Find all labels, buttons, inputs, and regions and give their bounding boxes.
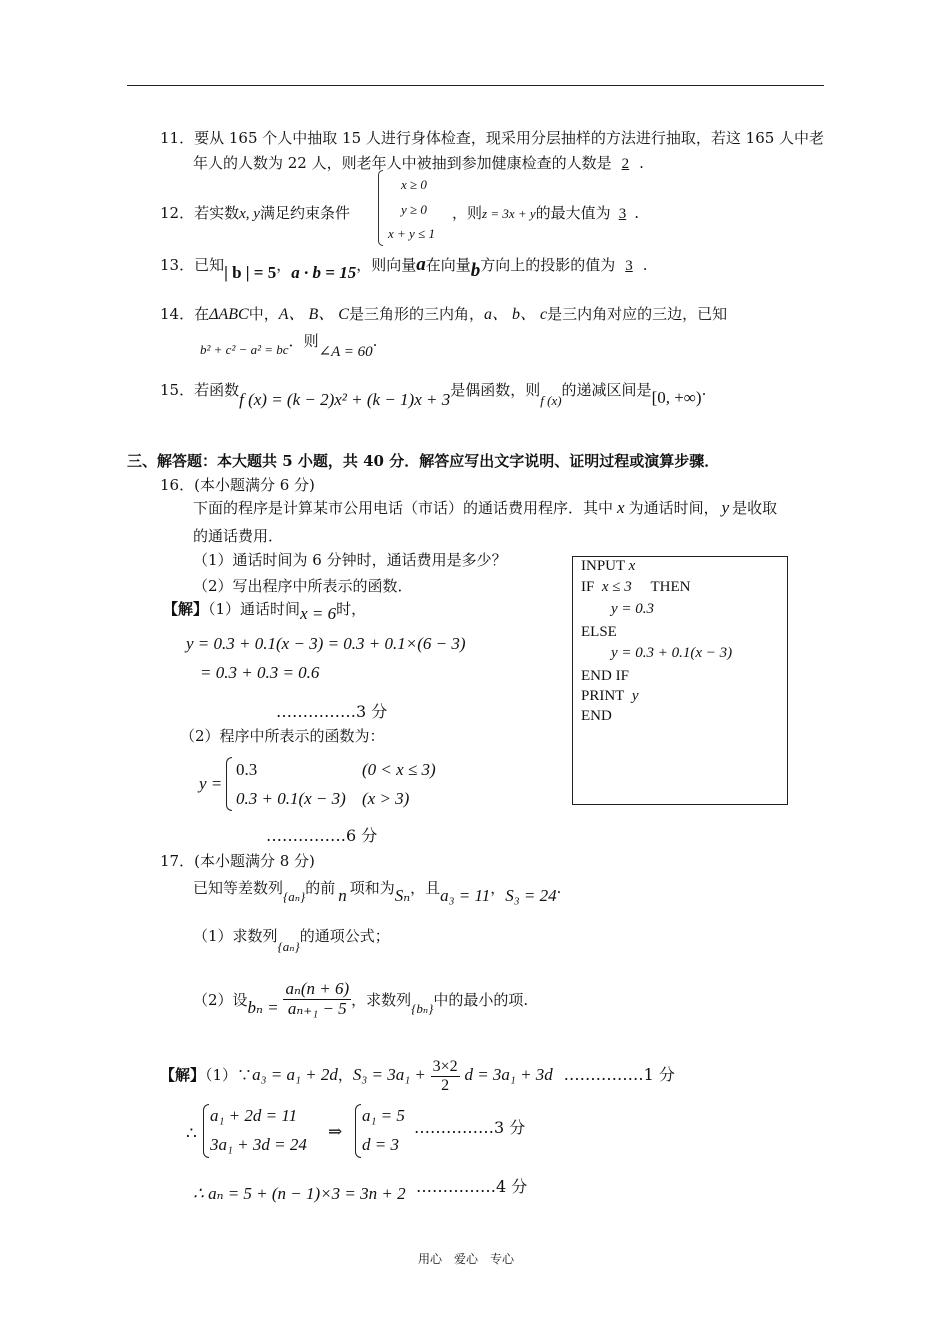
q16-calc-1: y = 0.3 + 0.1(x − 3) = 0.3 + 0.1×(6 − 3) xyxy=(186,634,466,653)
q17-sol1-fraction xyxy=(431,1058,460,1094)
q13-dot-product: a · b = 15 xyxy=(291,263,357,282)
q16-piecewise-y: y = xyxy=(199,774,223,793)
q12-number: 12． xyxy=(160,204,195,222)
q15-answer: [0, +∞) xyxy=(651,388,702,407)
q17-bn-fraction xyxy=(283,980,351,1018)
q17-p1-a: （1）求数列 xyxy=(193,927,278,945)
q12-answer: 3 xyxy=(618,206,627,222)
q16-score-2: ……………6 分 xyxy=(266,826,378,845)
q17-solution-label: 【解】 xyxy=(160,1066,206,1085)
q13-vector-a: a xyxy=(416,254,426,275)
q16-sol1-b: 时， xyxy=(336,600,367,618)
q16-solution-label: 【解】 xyxy=(163,600,209,618)
q12-constraint-2: y ≥ 0 xyxy=(401,202,427,217)
q14-text-d: 是三内角对应的三边，已知 xyxy=(547,305,728,323)
q17-sol1-frac-den: 2 xyxy=(441,1076,450,1094)
q17-a3: a₃ = 11 xyxy=(440,886,491,905)
code-then-kw: THEN xyxy=(650,579,691,595)
q17-final-formula: ∴ aₙ = 5 + (n − 1)×3 = 3n + 2 xyxy=(193,1184,406,1203)
q14-text-a: 在 xyxy=(194,305,210,323)
code-if-kw: IF xyxy=(581,579,595,595)
q17-part2 xyxy=(193,979,529,1020)
code-if-cond: x ≤ 3 xyxy=(601,579,632,595)
q14-line2 xyxy=(200,330,378,360)
q12-mid: 满足约束条件 xyxy=(259,204,350,222)
q11-end: . xyxy=(639,154,644,172)
code-else: ELSE xyxy=(581,624,617,640)
q17-p1-seq: {aₙ} xyxy=(277,939,300,954)
q17-n: n xyxy=(338,886,347,905)
q14-angle-answer: ∠A = 60 xyxy=(318,344,373,360)
q17-score-1: ……………1 分 xyxy=(563,1065,675,1085)
q11-answer: 2 xyxy=(621,156,630,172)
q12-constraint-3: x + y ≤ 1 xyxy=(388,226,435,241)
q17-sol1-frac-num: 3×2 xyxy=(432,1058,458,1075)
code-print xyxy=(581,688,639,705)
q14-angles: A、 B、 C xyxy=(278,306,349,323)
q16-desc1-b: 为通话时间， xyxy=(628,499,719,517)
q17-text-a: 已知等差数列 xyxy=(193,879,284,897)
q13-b-magnitude: | b | = 5 xyxy=(224,263,277,282)
q12-pre: 若实数 xyxy=(194,204,240,222)
section-3-title: 三、解答题：本大题共 5 小题，共 40 分．解答应写出文字说明、证明过程或演算步骤． xyxy=(127,452,720,470)
q17-system-eq2: 3a₁ + 3d = 24 xyxy=(210,1135,307,1154)
q14-then: ．则 xyxy=(288,332,319,350)
code-end: END xyxy=(581,708,612,724)
q15-pre: 若函数 xyxy=(194,381,240,399)
q17-heading: 17．(本小题满分 8 分) xyxy=(160,852,315,870)
q15-line xyxy=(160,379,707,409)
q17-sol1-S3: S₃ = 3a₁ + xyxy=(352,1065,426,1085)
q12-brace xyxy=(378,170,383,246)
q13-mid: ，则向量 xyxy=(356,256,417,274)
q17-p1-b: 的通项公式； xyxy=(299,927,390,945)
q17-score-3: ……………3 分 xyxy=(414,1118,526,1137)
q17-result-brace xyxy=(355,1104,361,1158)
q14-line1 xyxy=(160,301,727,324)
q13-line xyxy=(160,254,648,282)
q11-number: 11． xyxy=(160,129,195,147)
q12-constraint-1: x ≥ 0 xyxy=(401,177,427,192)
header-rule xyxy=(127,85,824,86)
q15-function: f (x) = (k − 2)x² + (k − 1)x + 3 xyxy=(239,390,451,409)
q16-sol1-a: （1）通话时间 xyxy=(208,600,301,618)
q17-bn-denominator: aₙ₊₁ − 5 xyxy=(287,998,347,1018)
q14-end: . xyxy=(372,332,378,350)
code-print-kw: PRINT xyxy=(581,688,625,704)
q17-implies: ⇒ xyxy=(328,1122,343,1142)
q15-post: 的递减区间是 xyxy=(561,381,652,399)
q17-sol1-a3: a₃ = a₁ + 2d xyxy=(252,1065,338,1085)
q17-sol1-rest: d = 3a₁ + 3d xyxy=(464,1065,553,1085)
q14-triangle: ΔABC xyxy=(209,306,249,323)
q11-line2 xyxy=(193,152,644,173)
q16-heading: 16．(本小题满分 6 分) xyxy=(160,476,315,494)
q12-post: 的最大值为 xyxy=(535,204,611,222)
q12-end: . xyxy=(634,204,639,222)
q17-sol1-because: （1）∵ xyxy=(205,1066,253,1085)
q15-fx: f (x) xyxy=(540,393,562,408)
q17-therefore-1: ∴ xyxy=(186,1124,197,1144)
q16-piece-1-cond: (0 < x ≤ 3) xyxy=(362,760,436,779)
q17-solution-1 xyxy=(160,1058,675,1094)
q16-piecewise-brace xyxy=(226,757,232,811)
q16-desc1-c: 是收取 xyxy=(732,499,778,517)
q13-mid2: 在向量 xyxy=(425,256,471,274)
q16-calc-2: = 0.3 + 0.3 = 0.6 xyxy=(200,663,320,682)
q17-Sn: Sₙ xyxy=(394,886,411,905)
q17-text-e: ， xyxy=(490,879,506,897)
q16-sol1-x: x = 6 xyxy=(300,604,337,623)
q14-sides: a、 b、 c xyxy=(483,306,548,323)
q11-text1: 要从 165 个人中抽取 15 人进行身体检查，现采用分层抽样的方法进行抽取，若这 165 人中老 xyxy=(194,129,825,147)
q17-text-c: 项和为 xyxy=(349,879,395,897)
code-input xyxy=(581,558,635,575)
q17-sol1-comma: ， xyxy=(337,1066,353,1085)
q16-solution-1 xyxy=(163,598,367,623)
q16-part1: （1）通话时间为 6 分钟时，通话费用是多少？ xyxy=(193,551,507,569)
q16-desc1 xyxy=(193,497,777,518)
q16-var-x: x xyxy=(617,498,625,517)
code-print-var: y xyxy=(631,688,639,704)
q16-piece-2-cond: (x > 3) xyxy=(362,789,410,808)
q13-pre: 已知 xyxy=(194,256,225,274)
q17-seq-a: {aₙ} xyxy=(283,889,306,904)
q17-system-brace xyxy=(203,1104,209,1158)
q14-number: 14． xyxy=(160,305,195,323)
code-input-kw: INPUT xyxy=(581,558,625,574)
q16-piece-2: 0.3 + 0.1(x − 3) xyxy=(236,789,346,808)
q14-text-b: 中， xyxy=(248,305,279,323)
q11-text2: 年人的人数为 22 人，则老年人中被抽到参加健康检查的人数是 xyxy=(193,154,612,172)
q12-vars: x, y xyxy=(239,206,260,222)
q16-score-1: ……………3 分 xyxy=(276,702,388,721)
q17-p2-seq: {bₙ} xyxy=(411,1001,434,1017)
q13-answer: 3 xyxy=(625,258,633,274)
q14-equation: b² + c² − a² = bc xyxy=(200,342,289,357)
q17-p2-b: ，求数列 xyxy=(351,991,412,1010)
q16-part2: （2）写出程序中所表示的函数． xyxy=(193,577,413,595)
q11-line1 xyxy=(160,127,824,148)
q17-S3: S₃ = 24 xyxy=(505,886,557,905)
code-assign-1: y = 0.3 xyxy=(611,601,655,617)
q12-tail xyxy=(452,202,639,223)
code-if xyxy=(581,579,690,596)
q16-desc2: 的通话费用． xyxy=(193,527,284,545)
q17-p2-a: （2）设 xyxy=(193,991,248,1010)
q13-vector-b: b xyxy=(470,260,481,281)
code-assign-2: y = 0.3 + 0.1(x − 3) xyxy=(611,645,733,661)
q17-score-4: ……………4 分 xyxy=(416,1177,528,1196)
q17-text-f: . xyxy=(556,879,562,897)
q12-comma: ，则 xyxy=(452,204,483,222)
q17-text-d: ，且 xyxy=(410,879,441,897)
q12-objective: z = 3x + y xyxy=(482,206,536,221)
q12-line xyxy=(160,202,350,223)
q15-mid: 是偶函数，则 xyxy=(450,381,541,399)
q15-end: . xyxy=(701,381,707,399)
q13-end: . xyxy=(642,256,648,274)
page-footer: 用心 爱心 专心 xyxy=(418,1252,515,1266)
code-input-var: x xyxy=(628,558,636,574)
code-endif: END IF xyxy=(581,668,629,684)
q15-number: 15． xyxy=(160,381,195,399)
q13-sep: ， xyxy=(276,256,292,274)
q16-var-y: y xyxy=(721,498,730,517)
q17-result-d: d = 3 xyxy=(362,1135,399,1154)
q13-number: 13． xyxy=(160,256,195,274)
q17-p2-c: 中的最小的项. xyxy=(433,991,529,1010)
q16-desc1-a: 下面的程序是计算某市公用电话（市话）的通话费用程序．其中 xyxy=(193,499,614,517)
q16-solution-2: （2）程序中所表示的函数为： xyxy=(180,727,385,745)
q17-line1 xyxy=(193,877,562,905)
q13-post: 方向上的投影的值为 xyxy=(480,256,616,274)
q17-bn-numerator: aₙ(n + 6) xyxy=(285,979,350,998)
q17-text-b: 的前 xyxy=(305,879,336,897)
q17-bn-lhs: bₙ = xyxy=(247,998,279,1018)
q14-text-c: 是三角形的三内角， xyxy=(348,305,484,323)
program-code-box xyxy=(572,556,788,805)
q17-result-a1: a₁ = 5 xyxy=(362,1106,405,1125)
q17-part1 xyxy=(193,925,390,954)
q16-piece-1: 0.3 xyxy=(236,760,258,779)
q17-system-eq1: a₁ + 2d = 11 xyxy=(210,1106,298,1125)
